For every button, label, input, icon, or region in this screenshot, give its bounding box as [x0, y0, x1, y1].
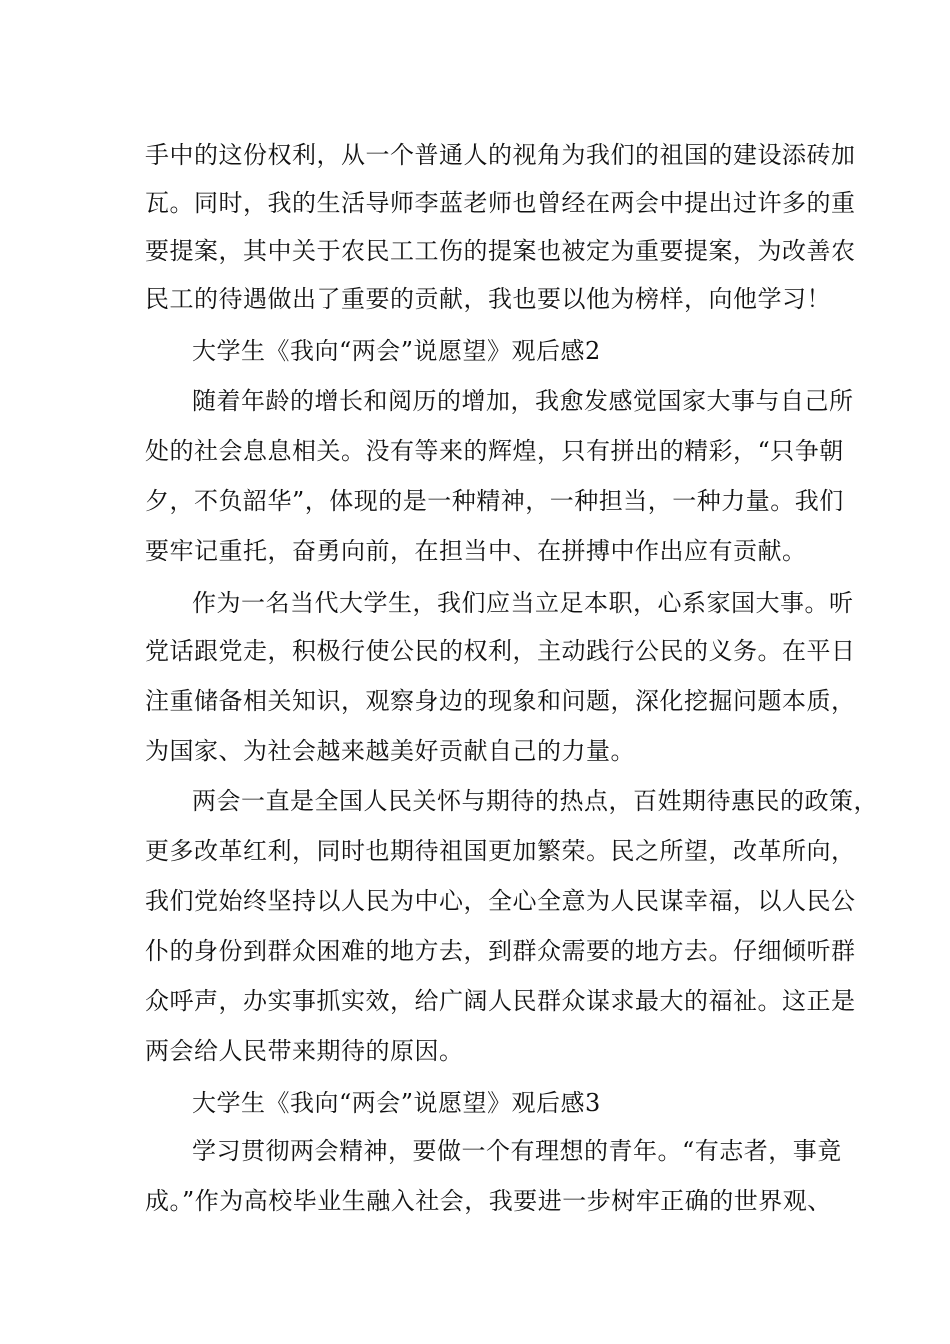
text-line: 学习贯彻两会精神，要做一个有理想的青年。“有志者，事竟 [192, 1137, 842, 1165]
text-line: 处的社会息息相关。没有等来的辉煌，只有拼出的精彩，“只争朝 [145, 437, 844, 465]
text-line: 党话跟党走，积极行使公民的权利，主动践行公民的义务。在平日 [145, 637, 856, 665]
text-line: 要牢记重托，奋勇向前，在担当中、在拼搏中作出应有贡献。 [145, 537, 807, 565]
text-line: 更多改革红利，同时也期待祖国更加繁荣。民之所望，改革所向， [145, 837, 856, 865]
text-line: 手中的这份权利，从一个普通人的视角为我们的祖国的建设添砖加 [145, 141, 856, 169]
section-heading: 大学生《我向“两会”说愿望》观后感3 [192, 1089, 601, 1117]
text-line: 仆的身份到群众困难的地方去，到群众需要的地方去。仔细倾听群 [145, 937, 856, 965]
text-line: 两会给人民带来期待的原因。 [145, 1037, 464, 1065]
text-line: 要提案，其中关于农民工工伤的提案也被定为重要提案，为改善农 [145, 237, 856, 265]
text-line: 作为一名当代大学生，我们应当立足本职，心系家国大事。听 [192, 589, 854, 617]
text-line: 为国家、为社会越来越美好贡献自己的力量。 [145, 737, 635, 765]
text-line: 两会一直是全国人民关怀与期待的热点，百姓期待惠民的政策， [192, 787, 878, 815]
text-line: 夕，不负韶华”，体现的是一种精神，一种担当，一种力量。我们 [145, 487, 844, 515]
text-line: 注重储备相关知识，观察身边的现象和问题，深化挖掘问题本质， [145, 687, 856, 715]
text-line: 众呼声，办实事抓实效，给广阔人民群众谋求最大的福祉。这正是 [145, 987, 856, 1015]
text-line: 瓦。同时，我的生活导师李蓝老师也曾经在两会中提出过许多的重 [145, 189, 856, 217]
text-line: 随着年龄的增长和阅历的增加，我愈发感觉国家大事与自己所 [192, 387, 854, 415]
text-line: 民工的待遇做出了重要的贡献，我也要以他为榜样，向他学习！ [145, 285, 831, 313]
text-line: 成。”作为高校毕业生融入社会，我要进一步树牢正确的世界观、 [145, 1187, 832, 1215]
section-heading: 大学生《我向“两会”说愿望》观后感2 [192, 337, 601, 365]
text-line: 我们党始终坚持以人民为中心，全心全意为人民谋幸福，以人民公 [145, 887, 856, 915]
